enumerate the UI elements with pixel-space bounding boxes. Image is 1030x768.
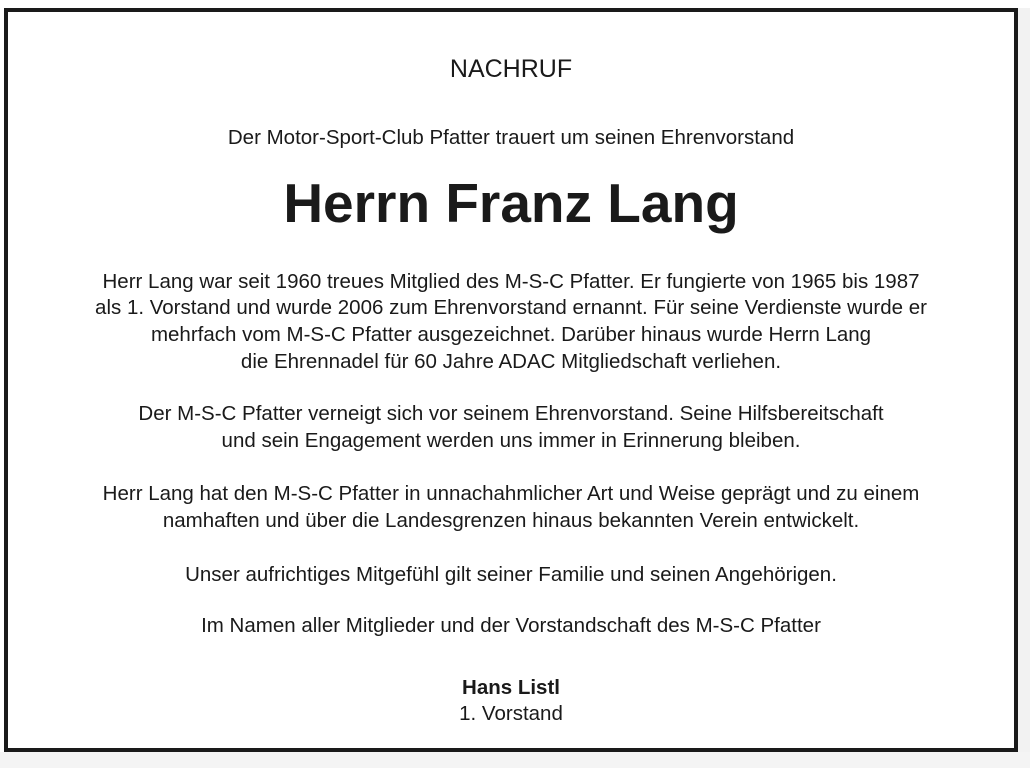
deceased-name: Herrn Franz Lang (283, 172, 739, 234)
notice-heading: NACHRUF (449, 55, 573, 83)
page-bottom-edge (0, 752, 1030, 768)
obituary-notice (4, 8, 1018, 752)
paragraph-line: als 1. Vorstand und wurde 2006 zum Ehrenvorstand ernannt. Für seine Verdienste wurde er (95, 296, 927, 319)
condolence-line: Unser aufrichtiges Mitgefühl gilt seiner Familie und seinen Angehörigen. (185, 563, 837, 586)
paragraph-line: und sein Engagement werden uns immer in Erinnerung bleiben. (221, 429, 801, 452)
paragraph-line: Herr Lang hat den M-S-C Pfatter in unnachahmlicher Art und Weise geprägt und zu einem (102, 482, 920, 505)
paragraph-line: namhaften und über die Landesgrenzen hinaus bekannten Verein entwickelt. (162, 509, 860, 532)
page-edge (1018, 8, 1030, 752)
intro-line: Der Motor-Sport-Club Pfatter trauert um seinen Ehrenvorstand (227, 126, 795, 149)
paragraph-line: Herr Lang war seit 1960 treues Mitglied des M-S-C Pfatter. Er fungierte von 1965 bis 1987 (102, 270, 920, 293)
signer-title: 1. Vorstand (459, 702, 563, 725)
signer-name: Hans Listl (462, 676, 560, 699)
paragraph-line: Der M-S-C Pfatter verneigt sich vor seinem Ehrenvorstand. Seine Hilfsbereitschaft (138, 402, 884, 425)
paragraph-line: mehrfach vom M-S-C Pfatter ausgezeichnet. Darüber hinaus wurde Herrn Lang (150, 323, 872, 346)
on-behalf-line: Im Namen aller Mitglieder und der Vorstandschaft des M-S-C Pfatter (201, 614, 821, 637)
paragraph-line: die Ehrennadel für 60 Jahre ADAC Mitgliedschaft verliehen. (240, 350, 782, 373)
